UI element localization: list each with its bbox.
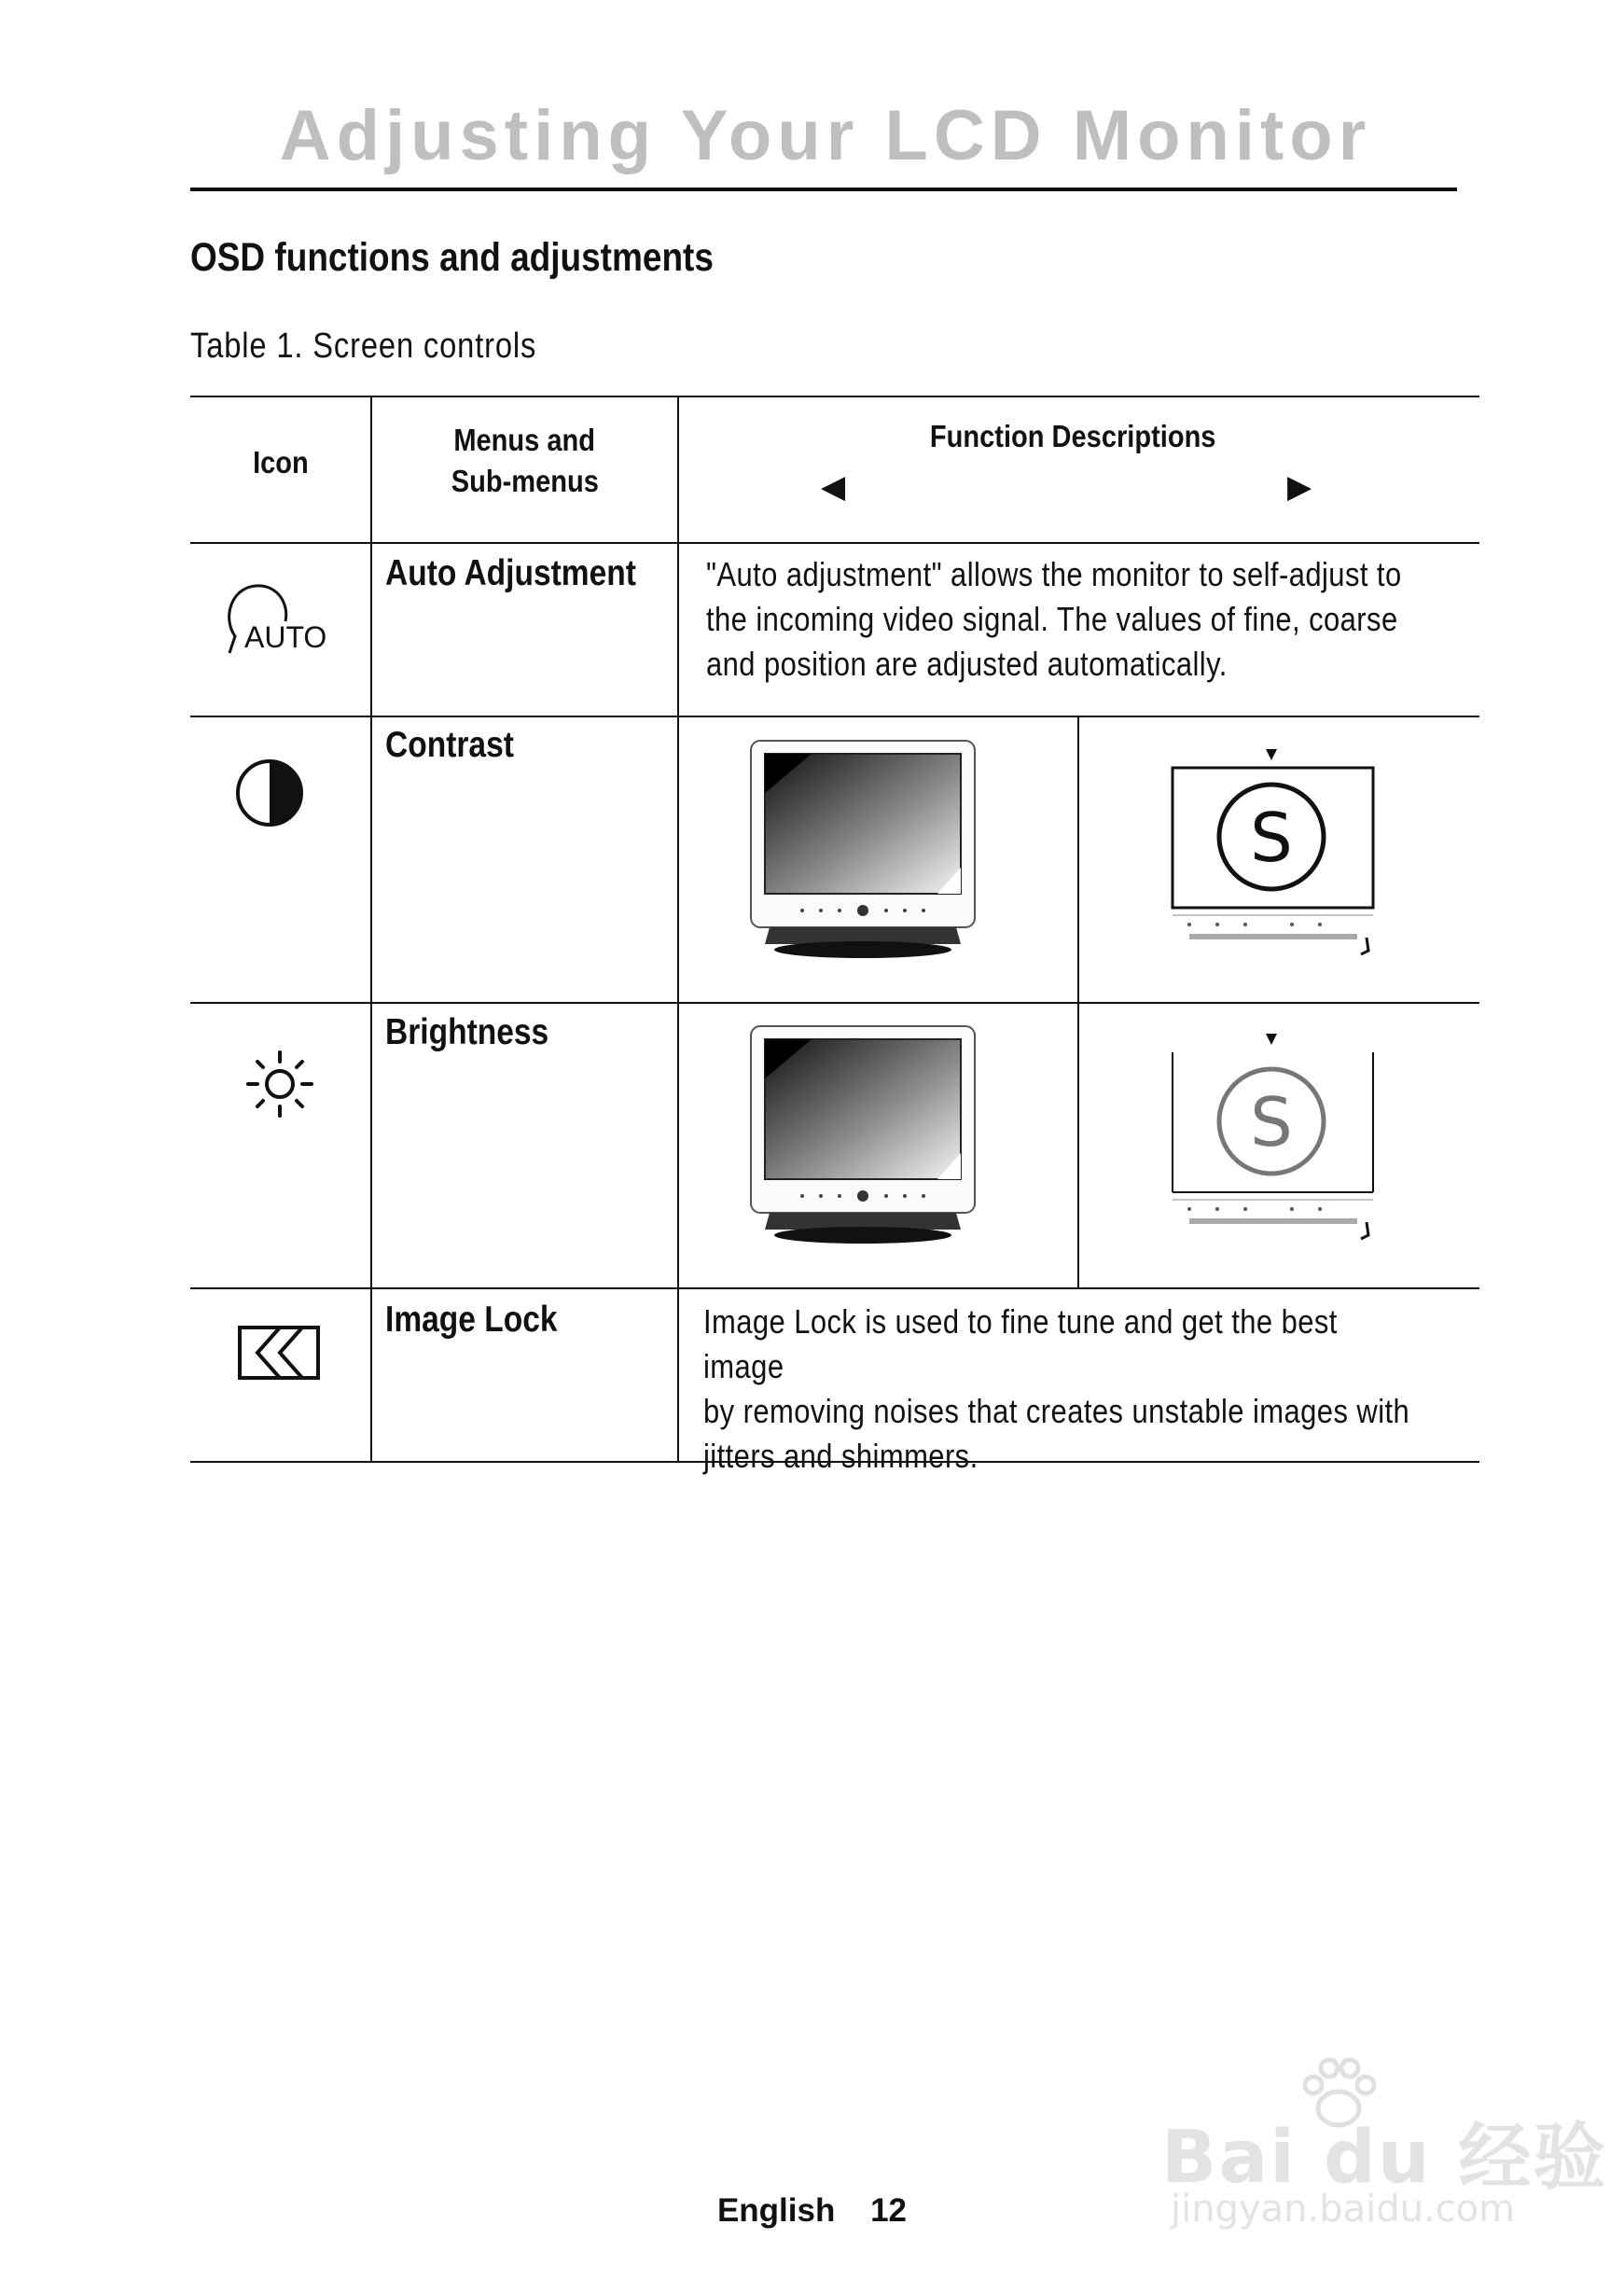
auto-icon (218, 580, 340, 669)
crt-monitor-illustration (746, 737, 979, 966)
svg-text:S: S (1250, 1083, 1293, 1161)
menu-image-lock: Image Lock (385, 1300, 558, 1340)
table-rule-top (190, 396, 1479, 397)
section-heading: OSD functions and adjustments (190, 235, 714, 280)
crt-monitor-illustration (746, 1022, 979, 1251)
lcd-monitor-illustration (1161, 742, 1385, 961)
table-rule-row1 (190, 716, 1479, 717)
page-number: 12 (870, 2192, 908, 2229)
header-function-descriptions: Function Descriptions (929, 419, 1216, 453)
contrast-icon (234, 758, 305, 833)
table-col-divider-images (1077, 716, 1079, 1288)
header-menus: Menus and Sub-menus (451, 423, 599, 498)
table-rule-row3 (190, 1287, 1479, 1289)
lcd-monitor-illustration (1161, 1026, 1385, 1245)
svg-text:S: S (1250, 799, 1293, 877)
description-image-lock: Image Lock is used to fine tune and get the best image by removing noises that creates unstable images with jitters and shimmers. (703, 1302, 1410, 1475)
watermark-brand: Bai du 经验 (1161, 2116, 1608, 2200)
table-rule-header (190, 542, 1479, 544)
title-rule (190, 188, 1457, 191)
table-rule-row2 (190, 1002, 1479, 1004)
page-title: Adjusting Your LCD Monitor (279, 96, 1372, 175)
menu-brightness: Brightness (385, 1012, 549, 1052)
menu-auto-adjustment: Auto Adjustment (385, 553, 636, 593)
footer-language: English (716, 2192, 836, 2229)
table-caption: Table 1. Screen controls (190, 327, 537, 366)
watermark-url: jingyan.baidu.com (1171, 2188, 1516, 2231)
header-icon: Icon (252, 445, 309, 480)
right-arrow-icon: ▶ (1287, 469, 1312, 505)
image-lock-icon (237, 1325, 323, 1387)
left-arrow-icon: ◀ (821, 469, 846, 505)
page-footer (0, 2192, 1624, 2230)
svg-text:AUTO: AUTO (244, 620, 327, 654)
menu-contrast: Contrast (385, 725, 514, 765)
table-col-divider-1 (370, 396, 372, 1462)
brightness-icon (244, 1049, 315, 1124)
description-auto-adjustment: "Auto adjustment" allows the monitor to self-adjust to the incoming video signal. The values of fine, coarse and position are adjusted automatically. (706, 555, 1402, 683)
table-col-divider-2 (677, 396, 679, 1462)
